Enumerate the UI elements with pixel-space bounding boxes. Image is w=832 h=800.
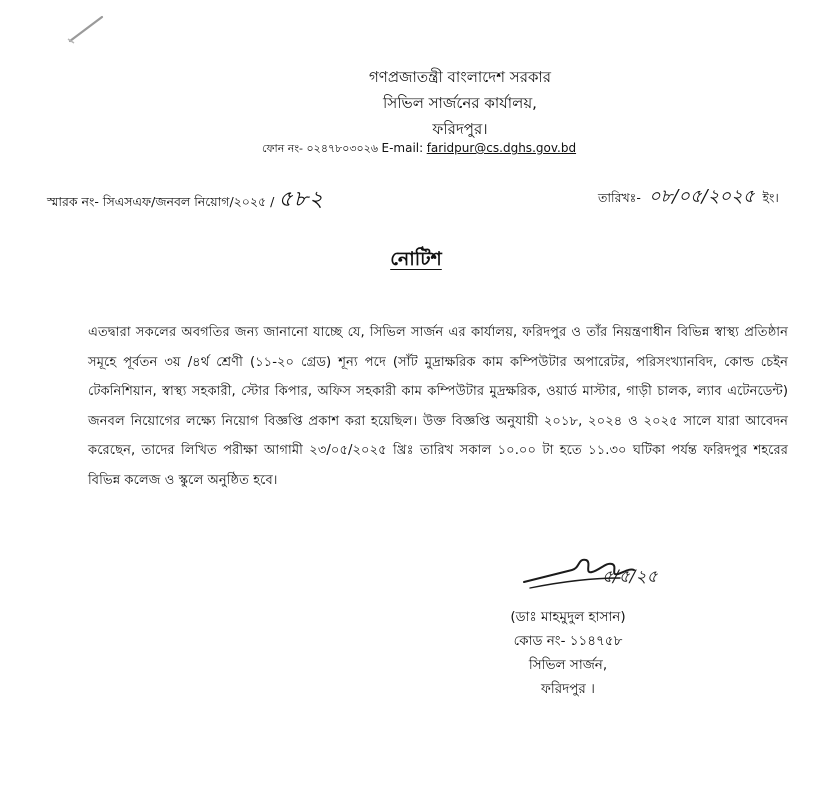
notice-title: নোটিশ <box>390 248 442 270</box>
memo-handwritten-number: ৫৮২ <box>278 187 325 212</box>
memo-label: স্মারক নং- সিএসএফ/জনবল নিয়োগ/২০২৫ / <box>47 194 275 209</box>
office-name: সিভিল সার্জনের কার্যালয়, <box>383 94 537 112</box>
signatory-code: কোড নং- ১১৪৭৫৮ <box>513 633 623 649</box>
signatory-name: (ডাঃ মাহমুদুল হাসান) <box>510 609 626 625</box>
email-link[interactable]: faridpur@cs.dghs.gov.bd <box>426 141 577 155</box>
date-suffix: ইং। <box>762 190 779 205</box>
signatory-block <box>468 605 668 701</box>
government-name: গণপ্রজাতন্ত্রী বাংলাদেশ সরকার <box>368 68 552 86</box>
issue-date <box>598 182 779 213</box>
signatory-location: ফরিদপুর । <box>541 681 595 697</box>
phone-number: ফোন নং- ০২৪৭৮০৩০২৬ <box>262 142 379 155</box>
notice-paragraph: এতদ্বারা সকলের অবগতির জন্য জানানো যাচ্ছে যে, সিভিল সার্জন এর কার্যালয়, ফরিদপুর ও তাঁর নিয়ন্ত্রণাধীন বিভিন্ন স্বাস্থ্য প্রতিষ্ঠান সমূহে পূর্বতন ৩য় /৪র্থ শ্রেণী (১১-২০ গ্রেড) শূন্য পদে (সাঁট মুদ্রাক্ষরিক কাম কম্পিউটার অপারেটর, পরিসংখ্যানবিদ, কোল্ড চেইন টেকনিশিয়ান, স্বাস্থ্য সহকারী, স্টোর কিপার, অফিস সহকারী কাম কম্পিউটার মুদ্রক্ষরিক, ওয়ার্ড মাস্টার, গাড়ী চালক, ল্যাব এটেনডেন্ট) জনবল নিয়োগের লক্ষ্যে নিয়োগ বিজ্ঞপ্তি প্রকাশ করা হয়েছিল। উক্ত বিজ্ঞপ্তি অনুযায়ী ২০১৮, ২০২৪ ও ২০২৫ সালে যারা আবেদন করেছেন, তাদের লিখিত পরীক্ষা আগামী ২৩/০৫/২০২৫ খ্রিঃ তারিখ সকাল ১০.০০ টা হতে ১১.৩০ ঘটিকা পর্যন্ত ফরিদপুর শহরের বিভিন্ন কলেজ ও স্কুলে অনুষ্ঠিত হবে। <box>88 325 788 488</box>
date-label: তারিখঃ- <box>598 190 641 205</box>
signature-date: ৫/৫/২৫ <box>602 567 658 587</box>
memo-number <box>47 182 324 219</box>
staple-mark-icon <box>66 14 106 44</box>
contact-line <box>262 140 576 159</box>
notice-body <box>88 318 788 495</box>
office-header <box>200 64 720 142</box>
date-handwritten-value: ০৮/০৫/২০২৫ <box>648 186 755 207</box>
signature-icon <box>520 548 670 598</box>
office-location: ফরিদপুর। <box>432 120 488 138</box>
email-label: E-mail: <box>381 141 424 155</box>
notice-heading <box>0 245 832 277</box>
signatory-designation: সিভিল সার্জন, <box>528 657 608 673</box>
